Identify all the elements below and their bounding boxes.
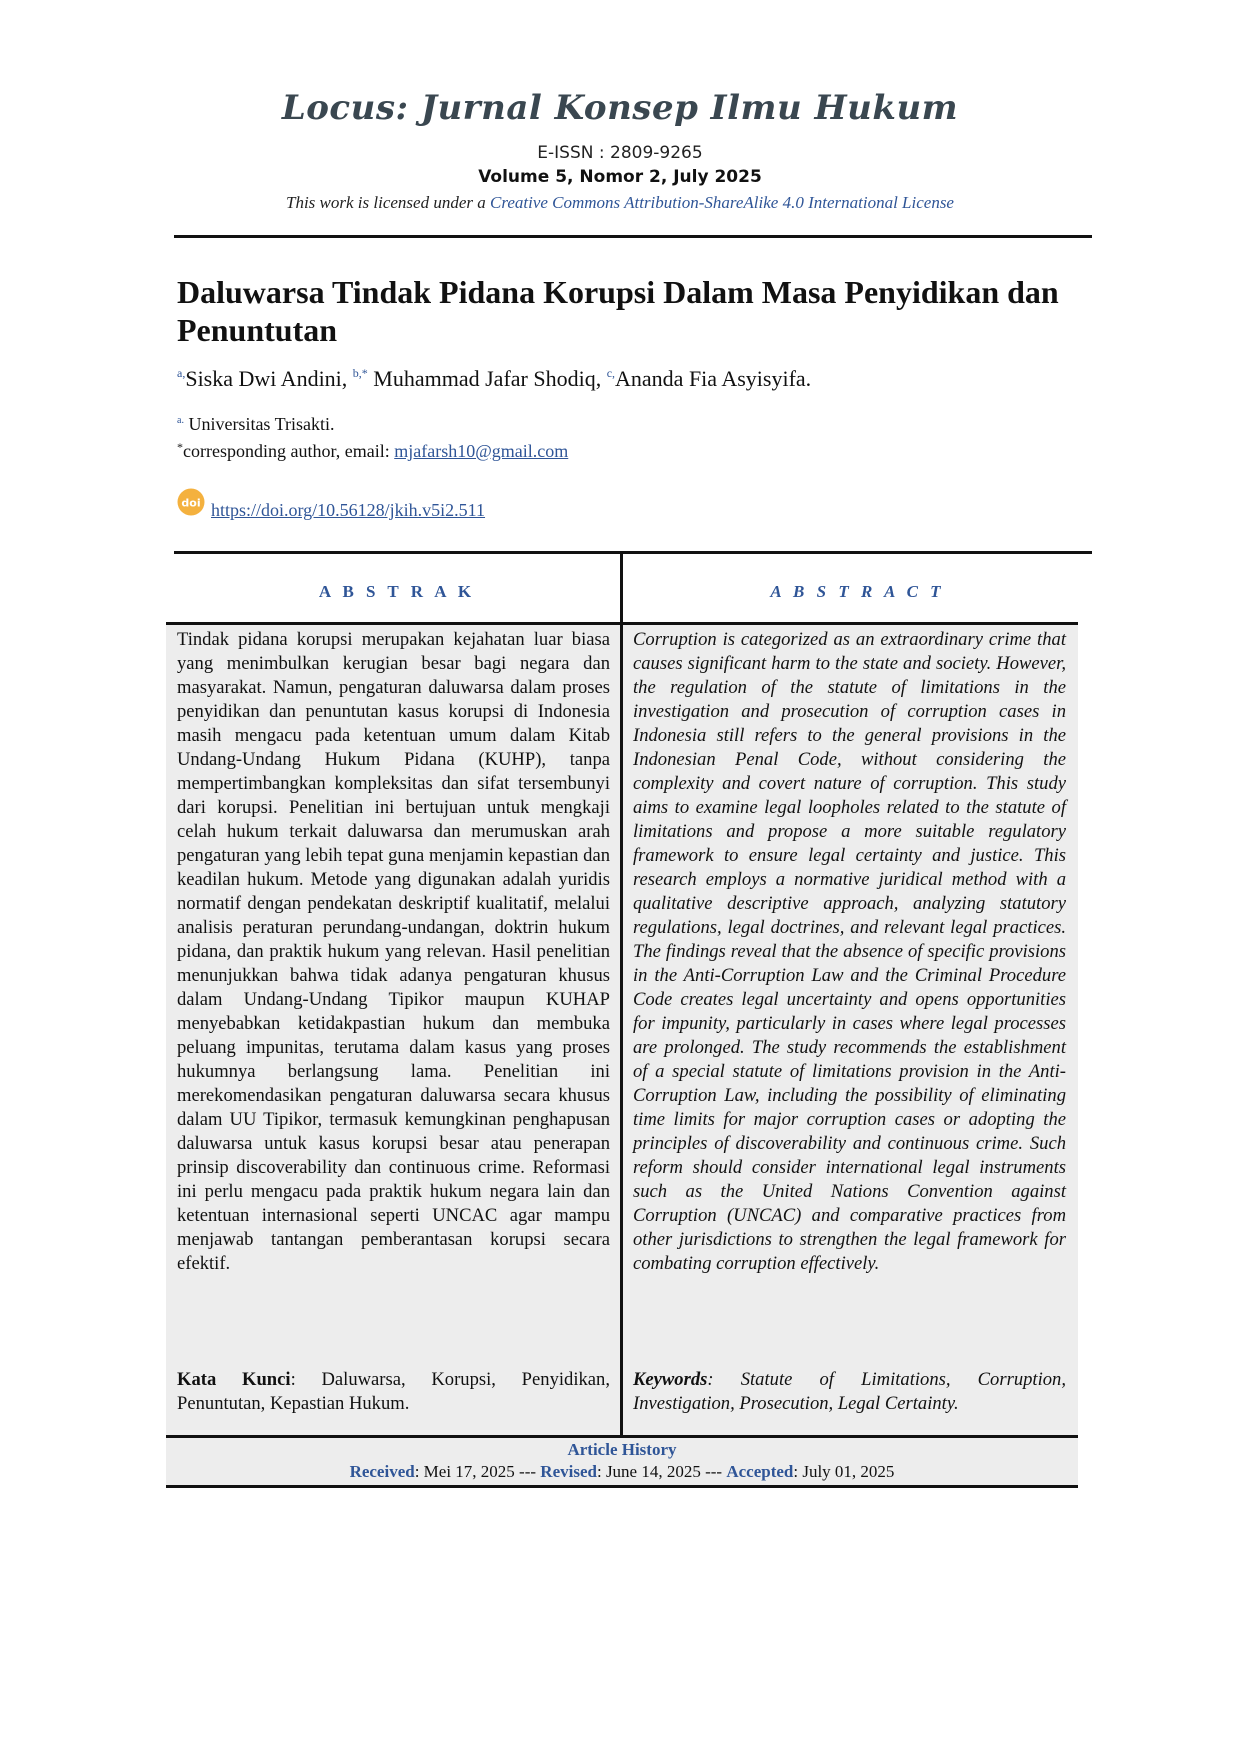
license-link[interactable]: Creative Commons Attribution-ShareAlike 4.0 International License: [490, 193, 954, 212]
author-sup: a,: [177, 366, 186, 380]
corresponding-author: [177, 440, 568, 462]
keywords-label: Keywords: [633, 1369, 708, 1390]
abstrak-text: Tindak pidana korupsi merupakan kejahatan luar biasa yang menimbulkan kerugian besar bagi negara dan masyarakat. Namun, pengaturan daluwarsa dalam proses penyidikan dan penuntutan kasus korupsi di Indonesia masih mengacu pada ketentuan umum dalam Kitab Undang-Undang Hukum Pidana (KUHP), tanpa mempertimbangkan kompleksitas dan sifat tersembunyi dari korupsi. Penelitian ini bertujuan untuk mengkaji celah hukum terkait daluwarsa dan merumuskan arah pengaturan yang lebih tepat guna menjamin kepastian dan keadilan hukum. Metode yang digunakan adalah yuridis normatif dengan pendekatan deskriptif kualitatif, melalui analisis peraturan perundang-undangan, doktrin hukum pidana, dan praktik hukum yang relevan. Hasil penelitian menunjukkan bahwa tidak adanya pengaturan khusus dalam Undang-Undang Tipikor maupun KUHAP menyebabkan ketidakpastian hukum dan membuka peluang impunitas, terutama dalam kasus yang proses hukumnya berlangsung lama. Penelitian ini merekomendasikan pengaturan daluwarsa secara khusus dalam UU Tipikor, termasuk kemungkinan penghapusan daluwarsa untuk kasus korupsi besar atau penerapan prinsip discoverability dan continuous crime. Reformasi ini perlu mengacu pada praktik hukum negara lain dan ketentuan internasional seperti UNCAC agar mampu menjawab tantangan pemberantasan korupsi secara efektif.: [177, 629, 610, 1274]
doi-link[interactable]: https://doi.org/10.56128/jkih.v5i2.511: [211, 500, 486, 520]
license-line: [0, 193, 1240, 213]
history-dates: [166, 1462, 1078, 1482]
volume-issue: Volume 5, Nomor 2, July 2025: [478, 167, 762, 187]
keywords-values: : Statute of Limitations, Corruption, Investigation, Prosecution, Legal Certainty.: [633, 1369, 1066, 1414]
revised-date: : June 14, 2025 ---: [596, 1462, 727, 1481]
article-title: Daluwarsa Tindak Pidana Korupsi Dalam Masa Penyidikan dan Penuntutan: [177, 274, 1059, 348]
received-label: Received: [349, 1462, 415, 1481]
history-bottom-divider: [166, 1485, 1078, 1488]
accepted-label: Accepted: [726, 1462, 794, 1481]
author-name: Siska Dwi Andini,: [185, 366, 353, 391]
corresponding-label: corresponding author, email:: [183, 441, 395, 461]
doi-icon: [177, 488, 205, 516]
email-link[interactable]: mjafarsh10@gmail.com: [394, 441, 569, 461]
abstract-text: Corruption is categorized as an extraordinary crime that causes significant harm to the state and society. However, the regulation of the statute of limitations in the investigation and prosecution of corruption cases in Indonesia still refers to the general provisions in the Indonesian Penal Code, without considering the complexity and covert nature of corruption. This study aims to examine legal loopholes related to the statute of limitations and propose a more suitable regulatory framework to ensure legal certainty and justice. This research employs a normative juridical method with a qualitative descriptive approach, analyzing statutory regulations, legal doctrines, and relevant legal practices. The findings reveal that the absence of specific provisions in the Anti-Corruption Law and the Criminal Procedure Code creates legal uncertainty and opens opportunities for impunity, particularly in cases where legal processes are prolonged. The study recommends the establishment of a special statute of limitations provision in the Anti-Corruption Law, including the possibility of eliminating time limits for major corruption cases or adopting the principles of discoverability and continuous crime. Such reform should consider international legal instruments such as the United Nations Convention against Corruption (UNCAC) and comparative practices from other jurisdictions to strengthen the legal framework for combating corruption effectively.: [633, 629, 1066, 1274]
history-title: Article History: [567, 1440, 677, 1459]
keywords: [633, 1368, 1066, 1416]
affiliation-text: Universitas Trisakti.: [183, 414, 335, 434]
author-sup: c,: [606, 366, 616, 380]
kata-kunci-values: : Daluwarsa, Korupsi, Penyidikan, Penuntutan, Kepastian Hukum.: [177, 1369, 610, 1414]
author-list: [177, 366, 811, 392]
journal-title: Locus: Jurnal Konsep Ilmu Hukum: [281, 88, 959, 128]
author-sup: b,*: [352, 366, 368, 380]
author-name: Ananda Fia Asyisyifa.: [615, 366, 812, 391]
doi-icon-label: doi: [181, 496, 201, 510]
corresponding-sup: *: [177, 440, 183, 454]
affiliation: [177, 414, 334, 435]
accepted-date: : July 01, 2025: [793, 1462, 895, 1481]
issn: E-ISSN : 2809-9265: [537, 143, 703, 163]
abstrak-heading-divider: [166, 622, 620, 625]
kata-kunci: [177, 1368, 610, 1416]
abstrak-heading: A B S T R A K: [318, 582, 476, 601]
abstract-heading: A B S T R A C T: [770, 582, 945, 601]
revised-label: Revised: [540, 1462, 597, 1481]
license-prefix: This work is licensed under a: [286, 193, 490, 212]
affiliation-sup: a.: [177, 415, 184, 426]
abstract-heading-divider: [623, 622, 1078, 625]
abstract-top-divider: [174, 551, 1092, 554]
received-date: : Mei 17, 2025 ---: [414, 1462, 541, 1481]
author-name: Muhammad Jafar Shodiq,: [367, 366, 607, 391]
kata-kunci-label: Kata Kunci: [177, 1369, 291, 1390]
header-divider: [174, 235, 1092, 238]
column-divider: [620, 553, 623, 1435]
